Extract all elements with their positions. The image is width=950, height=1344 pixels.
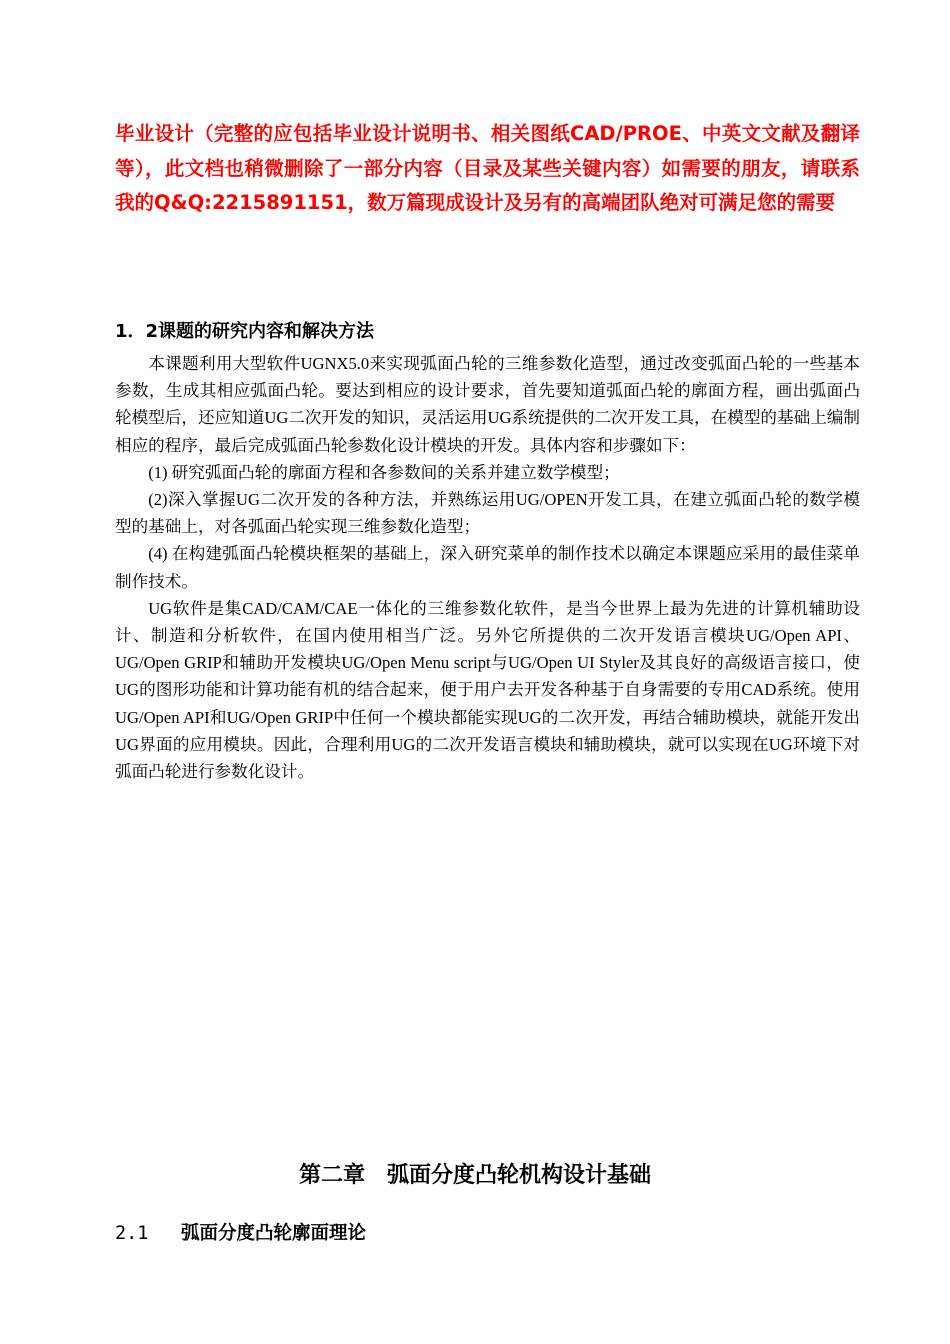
section-title-text: 弧面分度凸轮廓面理论 <box>181 1223 367 1244</box>
section-heading-2-1 <box>115 1220 366 1248</box>
section-body <box>115 350 860 785</box>
body-paragraph-intro: 本课题利用大型软件UGNX5.0来实现弧面凸轮的三维参数化造型，通过改变弧面凸轮的一些基本参数，生成其相应弧面凸轮。要达到相应的设计要求，首先要知道弧面凸轮的廓面方程，画出弧面凸轮模型后，还应知道UG二次开发的知识，灵活运用UG系统提供的二次开发工具，在模型的基础上编制相应的程序，最后完成弧面凸轮参数化设计模块的开发。具体内容和步骤如下： <box>115 354 860 455</box>
chapter-title: 第二章 弧面分度凸轮机构设计基础 <box>298 1163 651 1188</box>
body-paragraph-step-4: (4) 在构建弧面凸轮模块框架的基础上，深入研究菜单的制作技术以确定本课题应采用的最佳菜单制作技术。 <box>115 544 860 591</box>
body-paragraph-step-1: (1) 研究弧面凸轮的廓面方程和各参数间的关系并建立数学模型； <box>148 462 620 482</box>
body-paragraph-ug-software: UG软件是集CAD/CAM/CAE一体化的三维参数化软件，是当今世界上最为先进的计算机辅助设计、制造和分析软件，在国内使用相当广泛。另外它所提供的二次开发语言模块UG/Open API、UG/Open GRIP和辅助开发模块UG/Open Menu script与UG/Open UI Styler及其良好的高级语言接口，使UG的图形功能和计算功能有机的结合起来，便于用户去开发各种基于自身需要的专用CAD系统。使用UG/Open API和UG/Open GRIP中任何一个模块都能实现UG的二次开发，再结合辅助模块，就能开发出UG界面的应用模块。因此，合理利用UG的二次开发语言模块和辅助模块，就可以实现在UG环境下对弧面凸轮进行参数化设计。 <box>115 598 860 782</box>
red-notice-text: 毕业设计（完整的应包括毕业设计说明书、相关图纸CAD/PROE、中英文文献及翻译等），此文档也稍微删除了一部分内容（目录及某些关键内容）如需要的朋友，请联系我的Q&Q:2215891151，数万篇现成设计及另有的高端团队绝对可满足您的需要 <box>115 122 860 214</box>
body-paragraph-step-2: (2)深入掌握UG二次开发的各种方法，并熟练运用UG/OPEN开发工具，在建立弧面凸轮的数学模型的基础上，对各弧面凸轮实现三维参数化造型； <box>115 490 860 537</box>
section-heading-1-2: 1．2课题的研究内容和解决方法 <box>115 321 375 342</box>
section-number: 2.1 <box>115 1223 149 1244</box>
